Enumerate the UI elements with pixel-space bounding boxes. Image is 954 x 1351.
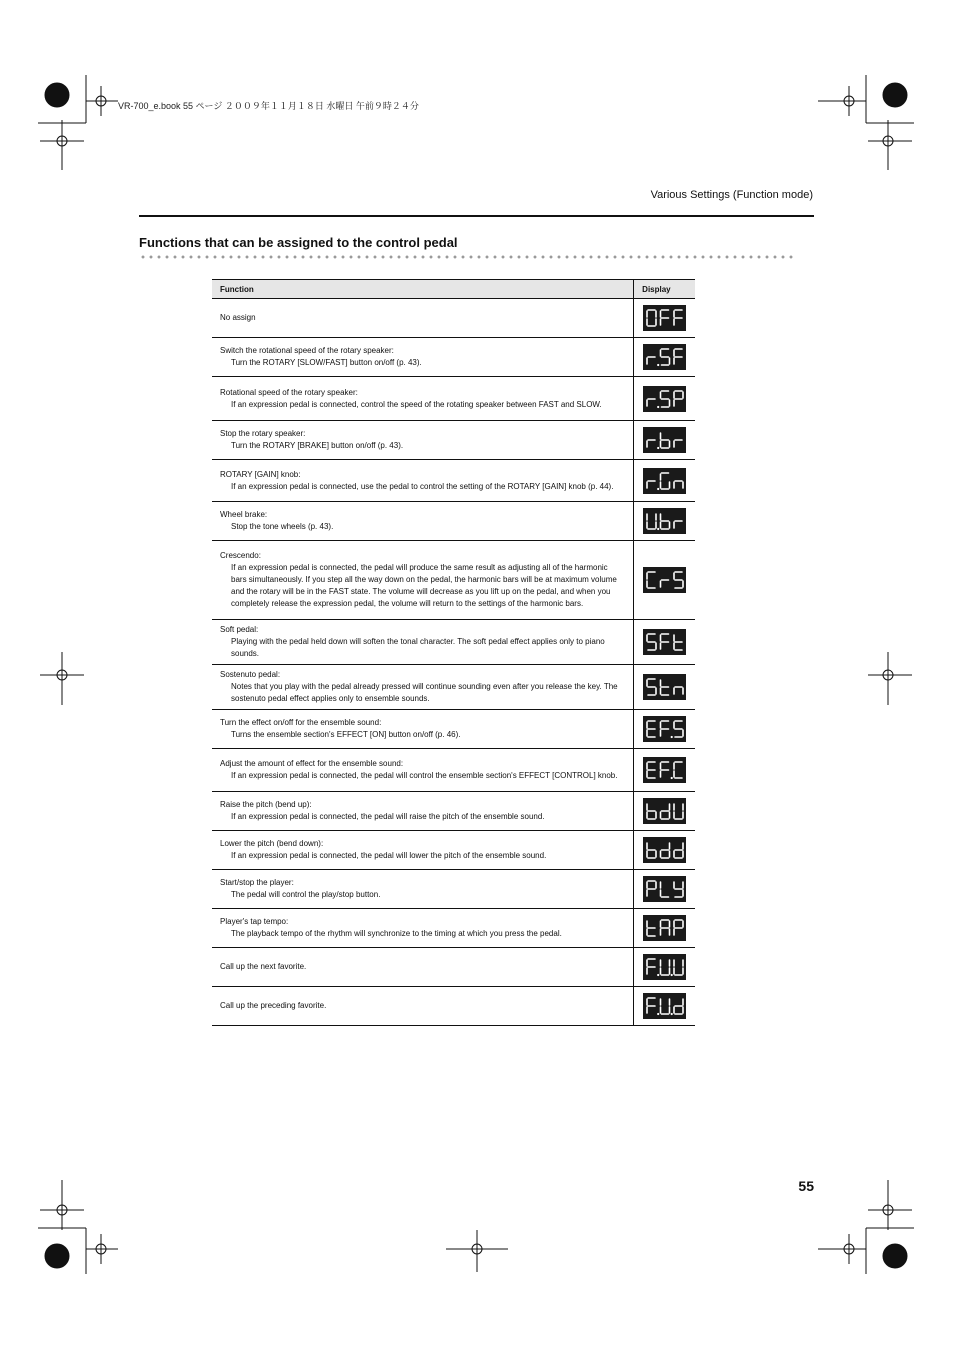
function-cell <box>212 909 634 948</box>
function-cell <box>212 460 634 502</box>
function-title: Adjust the amount of effect for the ensemble sound: <box>220 759 404 768</box>
display-cell <box>634 541 695 620</box>
display-cell <box>634 749 695 792</box>
lcd-display-icon <box>643 915 686 941</box>
lcd-display-icon <box>643 386 686 412</box>
function-description: If an expression pedal is connected, the pedal will produce the same result as adjusting all of the harmonic bars simultaneously. If you step all the way down on the pedal, the harmonic bars will be at maximum volume and the rotary will be in the FAST state. The volume will decrease as you lift up on the pedal, and when you completely release the expression pedal, the volume will return to the settings of the harmonic bars. <box>231 563 617 608</box>
function-description: The pedal will control the play/stop button. <box>231 890 381 899</box>
function-title: Soft pedal: <box>220 625 259 634</box>
function-title: Start/stop the player: <box>220 878 294 887</box>
function-description: Stop the tone wheels (p. 43). <box>231 522 334 531</box>
function-cell <box>212 299 634 338</box>
function-cell <box>212 831 634 870</box>
table-row <box>212 948 695 987</box>
function-cell <box>212 377 634 421</box>
table-row <box>212 460 695 502</box>
function-cell <box>212 502 634 541</box>
function-column-header: Function <box>212 280 634 299</box>
table-row <box>212 870 695 909</box>
function-title: Switch the rotational speed of the rotary speaker: <box>220 346 394 355</box>
lcd-display-icon <box>643 876 686 902</box>
function-cell <box>212 421 634 460</box>
table-row <box>212 338 695 377</box>
function-description: Playing with the pedal held down will soften the tonal character. The soft pedal effect applies only to piano sounds. <box>231 637 605 658</box>
display-cell <box>634 792 695 831</box>
function-description: If an expression pedal is connected, use the pedal to control the setting of the ROTARY [GAIN] knob (p. 44). <box>231 481 614 491</box>
function-cell <box>212 870 634 909</box>
lcd-display-icon <box>643 468 686 494</box>
function-title: Sostenuto pedal: <box>220 670 281 679</box>
lcd-decimal-point <box>657 364 659 366</box>
lcd-display-icon <box>643 344 686 370</box>
table-row <box>212 421 695 460</box>
file-header: VR-700_e.book 55 ページ ２００９年１１月１８日 水曜日 午前９時２４分 <box>118 101 419 111</box>
function-cell <box>212 665 634 710</box>
function-cell <box>212 541 634 620</box>
function-cell <box>212 710 634 749</box>
function-title: Lower the pitch (bend down): <box>220 839 324 848</box>
display-column-header: Display <box>634 280 695 299</box>
function-cell <box>212 987 634 1026</box>
function-description: If an expression pedal is connected, the pedal will raise the pitch of the ensemble sound. <box>231 812 545 821</box>
display-cell <box>634 502 695 541</box>
function-description: If an expression pedal is connected, the pedal will lower the pitch of the ensemble sound. <box>231 851 547 860</box>
function-cell <box>212 792 634 831</box>
lcd-display-icon <box>643 954 686 980</box>
lcd-display-icon <box>643 567 686 593</box>
display-cell <box>634 421 695 460</box>
table-row <box>212 541 695 620</box>
function-title: Crescendo: <box>220 551 261 560</box>
function-cell <box>212 338 634 377</box>
table-row <box>212 987 695 1026</box>
table-row <box>212 502 695 541</box>
function-title: Player's tap tempo: <box>220 917 289 926</box>
display-cell <box>634 338 695 377</box>
function-cell <box>212 620 634 665</box>
lcd-decimal-point <box>671 974 673 976</box>
dotted-divider <box>139 255 794 259</box>
control-pedal-functions-table <box>212 279 695 1026</box>
display-cell <box>634 377 695 421</box>
lcd-decimal-point <box>657 974 659 976</box>
function-title: Wheel brake: <box>220 510 268 519</box>
lcd-decimal-point <box>671 1013 673 1015</box>
function-description: If an expression pedal is connected, the pedal will control the ensemble section's EFFECT [CONTROL] knob. <box>231 771 618 780</box>
lcd-decimal-point <box>657 1013 659 1015</box>
lcd-display-icon <box>643 508 686 534</box>
display-cell <box>634 870 695 909</box>
display-cell <box>634 460 695 502</box>
lcd-display-icon <box>643 837 686 863</box>
running-head: Various Settings (Function mode) <box>650 189 813 201</box>
function-description: Notes that you play with the pedal already pressed will continue sounding even after you release the key. The sostenuto pedal effect applies only to ensemble sounds. <box>231 682 618 703</box>
lcd-decimal-point <box>657 528 659 530</box>
lcd-display-icon <box>643 757 686 783</box>
function-title: Raise the pitch (bend up): <box>220 800 312 809</box>
lcd-display-icon <box>643 305 686 331</box>
function-title: Turn the effect on/off for the ensemble sound: <box>220 718 382 727</box>
display-cell <box>634 909 695 948</box>
function-title: No assign <box>220 313 256 322</box>
lcd-decimal-point <box>671 777 673 779</box>
function-cell <box>212 749 634 792</box>
lcd-display-icon <box>643 716 686 742</box>
function-title: ROTARY [GAIN] knob: <box>220 469 301 479</box>
function-description: Turn the ROTARY [SLOW/FAST] button on/off (p. 43). <box>231 358 422 367</box>
function-title: Stop the rotary speaker: <box>220 429 306 438</box>
function-description: The playback tempo of the rhythm will synchronize to the timing at which you press the pedal. <box>231 929 562 938</box>
header-rule <box>139 215 814 217</box>
function-description: If an expression pedal is connected, control the speed of the rotating speaker between FAST and SLOW. <box>231 399 602 409</box>
function-title: Call up the preceding favorite. <box>220 1001 327 1010</box>
lcd-decimal-point <box>671 736 673 738</box>
page-number: 55 <box>798 1178 814 1194</box>
display-cell <box>634 299 695 338</box>
lcd-decimal-point <box>657 405 659 407</box>
lcd-display-icon <box>643 629 686 655</box>
table-row <box>212 909 695 948</box>
table-row <box>212 831 695 870</box>
lcd-display-icon <box>643 798 686 824</box>
display-cell <box>634 620 695 665</box>
table-row <box>212 620 695 665</box>
lcd-display-icon <box>643 674 686 700</box>
section-title: Functions that can be assigned to the control pedal <box>139 235 458 250</box>
function-cell <box>212 948 634 987</box>
table-row <box>212 749 695 792</box>
table-header-row <box>212 280 695 299</box>
display-cell <box>634 948 695 987</box>
table-row <box>212 710 695 749</box>
lcd-decimal-point <box>657 487 659 489</box>
function-title: Rotational speed of the rotary speaker: <box>220 387 358 397</box>
table-row <box>212 665 695 710</box>
table-row <box>212 377 695 421</box>
lcd-decimal-point <box>657 447 659 449</box>
function-description: Turns the ensemble section's EFFECT [ON] button on/off (p. 46). <box>231 730 461 739</box>
display-cell <box>634 831 695 870</box>
table-row <box>212 299 695 338</box>
display-cell <box>634 710 695 749</box>
display-cell <box>634 987 695 1026</box>
table-row <box>212 792 695 831</box>
lcd-display-icon <box>643 993 686 1019</box>
function-description: Turn the ROTARY [BRAKE] button on/off (p. 43). <box>231 441 404 450</box>
lcd-display-icon <box>643 427 686 453</box>
display-cell <box>634 665 695 710</box>
function-title: Call up the next favorite. <box>220 962 307 971</box>
